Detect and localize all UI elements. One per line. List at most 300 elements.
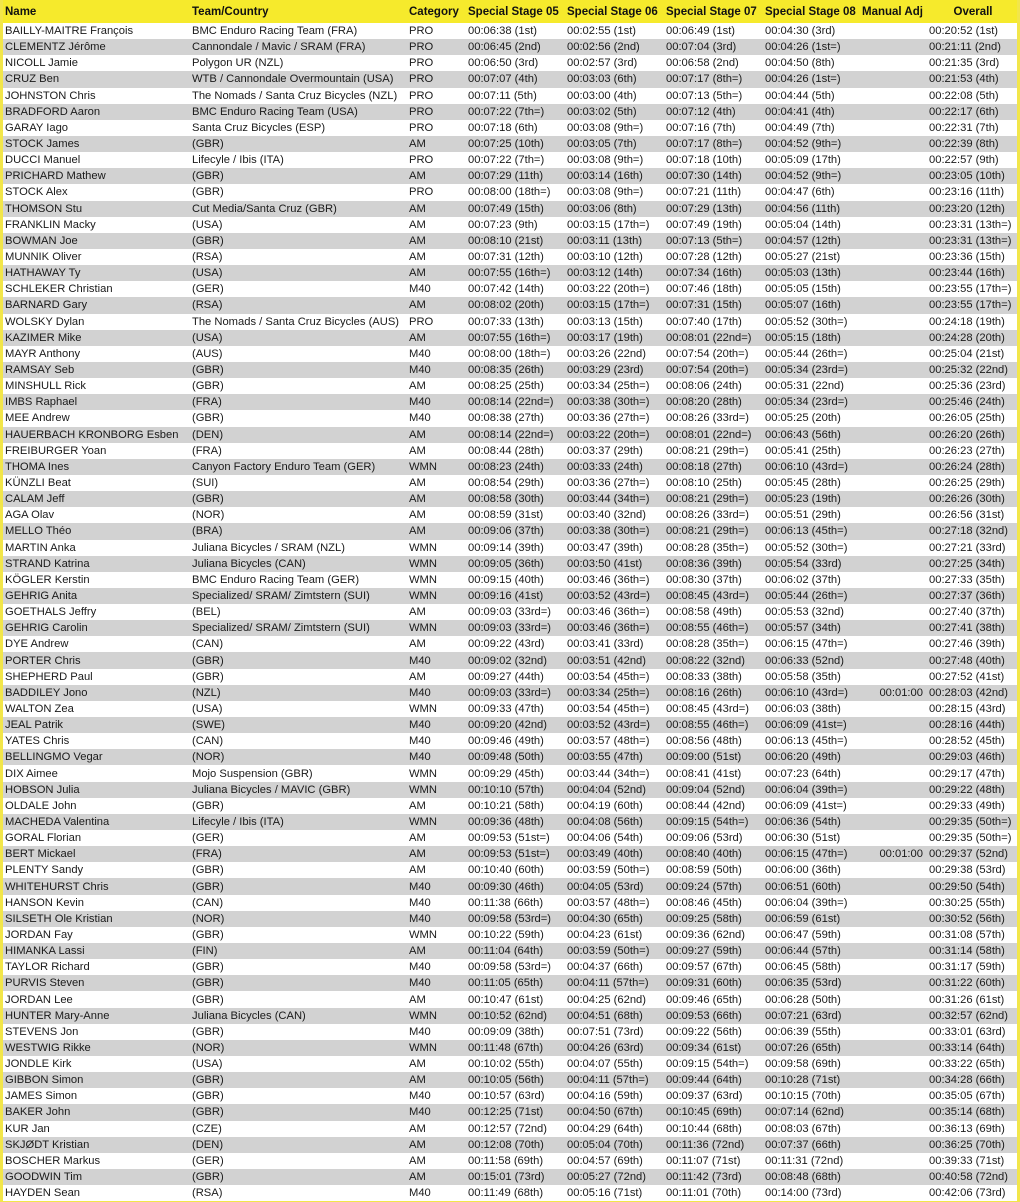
- stage-06-time: 00:03:22 (20th=): [567, 428, 650, 441]
- category: M40: [409, 735, 431, 748]
- overall-time: 00:26:56 (31st): [929, 509, 1005, 522]
- stage-06-time: 00:03:13 (15th): [567, 315, 643, 328]
- stage-07-time: 00:09:46 (65th): [666, 993, 742, 1006]
- stage-07-time: 00:08:58 (49th): [666, 606, 742, 619]
- table-row[interactable]: [3, 1121, 1017, 1137]
- table-row[interactable]: [3, 168, 1017, 184]
- stage-07-time: 00:08:44 (42nd): [666, 799, 745, 812]
- manual-adjustment: [860, 652, 927, 668]
- table-row[interactable]: [3, 1088, 1017, 1104]
- team-country: (GBR): [192, 977, 224, 990]
- manual-adjustment: [860, 975, 927, 991]
- rider-name: IMBS Raphael: [5, 396, 78, 409]
- stage-05-time: 00:09:36 (48th): [468, 815, 544, 828]
- category: PRO: [409, 57, 434, 70]
- table-row[interactable]: [3, 297, 1017, 313]
- stage-06-time: 00:02:55 (1st): [567, 25, 637, 38]
- stage-08-time: 00:06:10 (43rd=): [765, 460, 849, 473]
- category: M40: [409, 364, 431, 377]
- manual-adjustment: [860, 1088, 927, 1104]
- table-row[interactable]: [3, 362, 1017, 378]
- stage-05-time: 00:09:58 (53rd=): [468, 961, 552, 974]
- stage-07-time: 00:11:01 (70th): [666, 1187, 742, 1200]
- stage-07-time: 00:09:24 (57th): [666, 880, 742, 893]
- table-row[interactable]: [3, 201, 1017, 217]
- stage-06-time: 00:03:03 (6th): [567, 73, 637, 86]
- stage-05-time: 00:10:52 (62nd): [468, 1009, 547, 1022]
- team-country: (GBR): [192, 1171, 224, 1184]
- stage-07-time: 00:08:22 (32nd): [666, 654, 745, 667]
- stage-08-time: 00:04:52 (9th=): [765, 170, 842, 183]
- team-country: (GBR): [192, 412, 224, 425]
- overall-time: 00:21:53 (4th): [929, 73, 999, 86]
- stage-05-time: 00:09:05 (36th): [468, 557, 544, 570]
- manual-adjustment: [860, 1137, 927, 1153]
- team-country: (NOR): [192, 912, 225, 925]
- table-row[interactable]: [3, 427, 1017, 443]
- stage-08-time: 00:06:20 (49th): [765, 751, 841, 764]
- stage-08-time: 00:04:44 (5th): [765, 89, 835, 102]
- category: PRO: [409, 73, 434, 86]
- rider-name: NICOLL Jamie: [5, 57, 78, 70]
- stage-07-time: 00:08:01 (22nd=): [666, 331, 752, 344]
- table-row[interactable]: [3, 281, 1017, 297]
- stage-08-time: 00:05:03 (13th): [765, 267, 841, 280]
- manual-adjustment: [860, 265, 927, 281]
- rider-name: RAMSAY Seb: [5, 364, 75, 377]
- overall-time: 00:21:11 (2nd): [929, 41, 1001, 54]
- category: PRO: [409, 186, 434, 199]
- column-header-special-stage-07[interactable]: Special Stage 07: [666, 5, 757, 18]
- table-row[interactable]: [3, 652, 1017, 668]
- rider-name: SCHLEKER Christian: [5, 283, 113, 296]
- overall-time: 00:29:17 (47th): [929, 767, 1005, 780]
- table-row[interactable]: [3, 314, 1017, 330]
- table-row[interactable]: [3, 975, 1017, 991]
- table-row[interactable]: [3, 55, 1017, 71]
- rider-name: GOETHALS Jeffry: [5, 606, 97, 619]
- overall-time: 00:40:58 (72nd): [929, 1171, 1008, 1184]
- team-country: (GBR): [192, 670, 224, 683]
- stage-05-time: 00:07:31 (12th): [468, 251, 544, 264]
- overall-time: 00:29:38 (53rd): [929, 864, 1006, 877]
- rider-name: GEHRIG Carolin: [5, 622, 88, 635]
- stage-07-time: 00:07:49 (19th): [666, 218, 742, 231]
- team-country: (GBR): [192, 993, 224, 1006]
- overall-time: 00:22:31 (7th): [929, 121, 999, 134]
- overall-time: 00:24:28 (20th): [929, 331, 1005, 344]
- category: AM: [409, 1138, 426, 1151]
- stage-07-time: 00:07:29 (13th): [666, 202, 742, 215]
- table-row[interactable]: [3, 895, 1017, 911]
- overall-time: 00:31:26 (61st): [929, 993, 1005, 1006]
- manual-adjustment: [860, 814, 927, 830]
- stage-08-time: 00:14:00 (73rd): [765, 1187, 842, 1200]
- table-row[interactable]: [3, 733, 1017, 749]
- overall-time: 00:29:50 (54th): [929, 880, 1005, 893]
- table-row[interactable]: [3, 1185, 1017, 1201]
- table-row[interactable]: [3, 798, 1017, 814]
- table-row[interactable]: [3, 765, 1017, 781]
- stage-08-time: 00:06:43 (56th): [765, 428, 841, 441]
- column-header-special-stage-08[interactable]: Special Stage 08: [765, 5, 856, 18]
- table-row[interactable]: [3, 1169, 1017, 1185]
- team-country: (USA): [192, 331, 223, 344]
- table-row[interactable]: [3, 39, 1017, 55]
- manual-adjustment: [860, 88, 927, 104]
- table-row[interactable]: [3, 88, 1017, 104]
- manual-adjustment: [860, 733, 927, 749]
- table-row[interactable]: [3, 604, 1017, 620]
- manual-adjustment: [860, 39, 927, 55]
- manual-adjustment: [860, 330, 927, 346]
- manual-adjustment: [860, 507, 927, 523]
- stage-08-time: 00:04:52 (9th=): [765, 138, 842, 151]
- stage-08-time: 00:05:34 (23rd=): [765, 364, 849, 377]
- rider-name: THOMSON Stu: [5, 202, 83, 215]
- stage-08-time: 00:05:44 (26th=): [765, 589, 848, 602]
- team-country: (GBR): [192, 138, 224, 151]
- stage-07-time: 00:08:16 (26th): [666, 686, 742, 699]
- overall-time: 00:29:22 (48th): [929, 783, 1005, 796]
- table-row[interactable]: [3, 23, 1017, 39]
- table-row[interactable]: [3, 846, 1017, 862]
- category: AM: [409, 428, 426, 441]
- team-country: BMC Enduro Racing Team (FRA): [192, 25, 358, 38]
- rider-name: OLDALE John: [5, 799, 77, 812]
- table-row[interactable]: [3, 1104, 1017, 1120]
- table-row[interactable]: [3, 459, 1017, 475]
- stage-05-time: 00:09:03 (33rd=): [468, 686, 552, 699]
- category: AM: [409, 234, 426, 247]
- stage-06-time: 00:02:57 (3rd): [567, 57, 638, 70]
- column-header-overall[interactable]: Overall: [953, 5, 993, 18]
- column-header-special-stage-06[interactable]: Special Stage 06: [567, 5, 658, 18]
- team-country: Mojo Suspension (GBR): [192, 767, 313, 780]
- team-country: Cannondale / Mavic / SRAM (FRA): [192, 41, 366, 54]
- manual-adjustment: [860, 168, 927, 184]
- stage-07-time: 00:09:36 (62nd): [666, 928, 745, 941]
- table-row[interactable]: [3, 717, 1017, 733]
- overall-time: 00:28:16 (44th): [929, 719, 1005, 732]
- stage-05-time: 00:07:22 (7th=): [468, 154, 545, 167]
- stage-06-time: 00:03:02 (5th): [567, 105, 637, 118]
- stage-06-time: 00:04:37 (66th): [567, 961, 643, 974]
- stage-08-time: 00:06:28 (50th): [765, 993, 841, 1006]
- table-row[interactable]: [3, 669, 1017, 685]
- category: WMN: [409, 541, 437, 554]
- stage-05-time: 00:10:05 (56th): [468, 1074, 544, 1087]
- stage-06-time: 00:03:05 (7th): [567, 138, 637, 151]
- team-country: (GBR): [192, 186, 224, 199]
- stage-06-time: 00:04:51 (68th): [567, 1009, 643, 1022]
- table-row[interactable]: [3, 507, 1017, 523]
- stage-05-time: 00:09:53 (51st=): [468, 832, 550, 845]
- table-row[interactable]: [3, 491, 1017, 507]
- category: WMN: [409, 557, 437, 570]
- overall-time: 00:22:08 (5th): [929, 89, 999, 102]
- manual-adjustment: [860, 765, 927, 781]
- rider-name: STOCK Alex: [5, 186, 68, 199]
- table-row[interactable]: [3, 443, 1017, 459]
- overall-time: 00:31:22 (60th): [929, 977, 1005, 990]
- stage-05-time: 00:09:29 (45th): [468, 767, 544, 780]
- stage-06-time: 00:03:46 (36th=): [567, 622, 650, 635]
- overall-time: 00:27:21 (33rd): [929, 541, 1006, 554]
- overall-time: 00:27:52 (41st): [929, 670, 1005, 683]
- table-row[interactable]: [3, 749, 1017, 765]
- team-country: (BEL): [192, 606, 221, 619]
- category: PRO: [409, 41, 434, 54]
- overall-time: 00:27:41 (38th): [929, 622, 1005, 635]
- table-row[interactable]: [3, 911, 1017, 927]
- rider-name: BOSCHER Markus: [5, 1154, 101, 1167]
- stage-07-time: 00:07:40 (17th): [666, 315, 742, 328]
- manual-adjustment: 00:01:00: [879, 686, 923, 699]
- stage-08-time: 00:06:04 (39th=): [765, 896, 848, 909]
- category: AM: [409, 477, 426, 489]
- stage-05-time: 00:10:57 (63rd): [468, 1090, 545, 1103]
- table-row[interactable]: [3, 346, 1017, 362]
- stage-07-time: 00:09:31 (60th): [666, 977, 742, 990]
- table-row[interactable]: [3, 152, 1017, 168]
- stage-07-time: 00:06:58 (2nd): [666, 57, 739, 70]
- team-country: (FRA): [192, 444, 222, 457]
- stage-07-time: 00:10:44 (68th): [666, 1122, 742, 1135]
- stage-08-time: 00:05:53 (32nd): [765, 606, 844, 619]
- stage-05-time: 00:10:40 (60th): [468, 864, 544, 877]
- table-row[interactable]: [3, 814, 1017, 830]
- team-country: (FIN): [192, 945, 218, 958]
- category: PRO: [409, 121, 434, 134]
- table-row[interactable]: [3, 1024, 1017, 1040]
- stage-05-time: 00:08:10 (21st): [468, 234, 544, 247]
- manual-adjustment: [860, 443, 927, 459]
- table-row[interactable]: [3, 378, 1017, 394]
- category: M40: [409, 654, 431, 667]
- manual-adjustment: [860, 249, 927, 265]
- rider-name: MAYR Anthony: [5, 347, 81, 360]
- rider-name: GORAL Florian: [5, 832, 82, 845]
- table-row[interactable]: [3, 959, 1017, 975]
- header-row: [3, 0, 1017, 23]
- stage-06-time: 00:03:57 (48th=): [567, 896, 650, 909]
- category: WMN: [409, 1041, 437, 1054]
- table-row[interactable]: [3, 1056, 1017, 1072]
- stage-05-time: 00:12:25 (71st): [468, 1106, 544, 1119]
- table-row[interactable]: [3, 217, 1017, 233]
- rider-name: STEVENS Jon: [5, 1025, 79, 1038]
- table-row[interactable]: [3, 588, 1017, 604]
- category: AM: [409, 670, 426, 683]
- stage-08-time: 00:04:47 (6th): [765, 186, 835, 199]
- overall-time: 00:23:16 (11th): [929, 186, 1005, 199]
- stage-07-time: 00:11:42 (73rd): [666, 1171, 742, 1184]
- stage-05-time: 00:07:07 (4th): [468, 73, 538, 86]
- team-country: (GBR): [192, 1025, 224, 1038]
- team-country: (GBR): [192, 799, 224, 812]
- rider-name: CLEMENTZ Jérôme: [5, 41, 106, 54]
- table-row[interactable]: [3, 410, 1017, 426]
- column-header-special-stage-05[interactable]: Special Stage 05: [468, 5, 559, 18]
- stage-05-time: 00:09:14 (39th): [468, 541, 544, 554]
- rider-name: WOLSKY Dylan: [5, 315, 85, 328]
- stage-05-time: 00:10:02 (55th): [468, 1058, 544, 1071]
- stage-08-time: 00:07:14 (62nd): [765, 1106, 844, 1119]
- table-row[interactable]: [3, 523, 1017, 539]
- stage-05-time: 00:09:27 (44th): [468, 670, 544, 683]
- rider-name: WHITEHURST Chris: [5, 880, 109, 893]
- category: AM: [409, 380, 426, 393]
- table-row[interactable]: [3, 991, 1017, 1007]
- overall-time: 00:23:31 (13th=): [929, 234, 1012, 247]
- category: AM: [409, 799, 426, 812]
- table-row[interactable]: [3, 878, 1017, 894]
- rider-name: HATHAWAY Ty: [5, 267, 81, 280]
- category: M40: [409, 396, 431, 409]
- column-header-manual-adj[interactable]: Manual Adj: [862, 5, 923, 18]
- overall-time: 00:35:05 (67th): [929, 1090, 1005, 1103]
- team-country: (GBR): [192, 961, 224, 974]
- table-row[interactable]: [3, 1153, 1017, 1169]
- stage-05-time: 00:08:59 (31st): [468, 509, 544, 522]
- category: M40: [409, 751, 431, 764]
- stage-06-time: 00:03:44 (34th=): [567, 493, 650, 506]
- category: AM: [409, 493, 426, 506]
- table-row[interactable]: [3, 394, 1017, 410]
- stage-06-time: 00:04:19 (60th): [567, 799, 643, 812]
- table-row[interactable]: [3, 136, 1017, 152]
- table-row[interactable]: [3, 233, 1017, 249]
- category: M40: [409, 961, 431, 974]
- table-row[interactable]: [3, 104, 1017, 120]
- manual-adjustment: [860, 911, 927, 927]
- stage-08-time: 00:05:15 (18th): [765, 331, 841, 344]
- stage-07-time: 00:08:56 (48th): [666, 735, 742, 748]
- manual-adjustment: [860, 410, 927, 426]
- rider-name: HIMANKA Lassi: [5, 945, 85, 958]
- team-country: (GBR): [192, 864, 224, 877]
- stage-08-time: 00:06:59 (61st): [765, 912, 841, 925]
- stage-08-time: 00:04:57 (12th): [765, 234, 841, 247]
- stage-06-time: 00:04:05 (53rd): [567, 880, 644, 893]
- stage-05-time: 00:06:38 (1st): [468, 25, 538, 38]
- stage-07-time: 00:09:27 (59th): [666, 945, 742, 958]
- stage-08-time: 00:05:58 (35th): [765, 670, 841, 683]
- rider-name: KÜNZLI Beat: [5, 477, 71, 489]
- stage-07-time: 00:08:30 (37th): [666, 573, 742, 586]
- table-row[interactable]: [3, 943, 1017, 959]
- rider-name: DYE Andrew: [5, 638, 69, 651]
- stage-05-time: 00:11:49 (68th): [468, 1187, 544, 1200]
- stage-07-time: 00:11:36 (72nd): [666, 1138, 745, 1151]
- stage-08-time: 00:05:34 (23rd=): [765, 396, 849, 409]
- stage-06-time: 00:04:06 (54th): [567, 832, 643, 845]
- table-row[interactable]: [3, 862, 1017, 878]
- overall-time: 00:27:25 (34th): [929, 557, 1005, 570]
- category: AM: [409, 638, 426, 651]
- table-row[interactable]: [3, 249, 1017, 265]
- manual-adjustment: [860, 427, 927, 443]
- table-row[interactable]: [3, 1072, 1017, 1088]
- manual-adjustment: [860, 1153, 927, 1169]
- table-row[interactable]: [3, 556, 1017, 572]
- team-country: Specialized/ SRAM/ Zimtstern (SUI): [192, 589, 370, 602]
- stage-08-time: 00:06:09 (41st=): [765, 799, 847, 812]
- overall-time: 00:26:24 (28th): [929, 460, 1005, 473]
- overall-time: 00:23:44 (16th): [929, 267, 1005, 280]
- table-row[interactable]: [3, 782, 1017, 798]
- stage-05-time: 00:07:49 (15th): [468, 202, 544, 215]
- column-header-name[interactable]: Name: [5, 5, 37, 18]
- category: M40: [409, 912, 431, 925]
- stage-05-time: 00:09:33 (47th): [468, 702, 544, 715]
- manual-adjustment: [860, 669, 927, 685]
- column-header-team-country[interactable]: Team/Country: [192, 5, 269, 18]
- category: M40: [409, 880, 431, 893]
- table-row[interactable]: [3, 184, 1017, 200]
- stage-06-time: 00:03:34 (25th=): [567, 686, 650, 699]
- rider-name: JORDAN Lee: [5, 993, 73, 1006]
- category: WMN: [409, 783, 437, 796]
- table-row[interactable]: [3, 120, 1017, 136]
- table-row[interactable]: [3, 701, 1017, 717]
- overall-time: 00:25:46 (24th): [929, 396, 1005, 409]
- table-row[interactable]: [3, 71, 1017, 87]
- table-row[interactable]: [3, 620, 1017, 636]
- team-country: Juliana Bicycles (CAN): [192, 557, 306, 570]
- stage-08-time: 00:06:10 (43rd=): [765, 686, 849, 699]
- stage-07-time: 00:08:36 (39th): [666, 557, 742, 570]
- stage-06-time: 00:03:29 (23rd): [567, 364, 644, 377]
- rider-name: BAKER John: [5, 1106, 71, 1119]
- team-country: (GER): [192, 832, 224, 845]
- stage-08-time: 00:05:05 (15th): [765, 283, 841, 296]
- category: AM: [409, 525, 426, 538]
- rider-name: KUR Jan: [5, 1122, 50, 1135]
- stage-07-time: 00:07:16 (7th): [666, 121, 736, 134]
- table-row[interactable]: [3, 475, 1017, 491]
- table-row[interactable]: [3, 685, 1017, 701]
- table-row[interactable]: [3, 636, 1017, 652]
- table-row[interactable]: [3, 927, 1017, 943]
- team-country: BMC Enduro Racing Team (GER): [192, 573, 360, 586]
- stage-05-time: 00:09:20 (42nd): [468, 719, 547, 732]
- stage-08-time: 00:06:30 (51st): [765, 832, 841, 845]
- stage-07-time: 00:09:04 (52nd): [666, 783, 745, 796]
- rider-name: MINSHULL Rick: [5, 380, 87, 393]
- category: AM: [409, 832, 426, 845]
- stage-07-time: 00:08:28 (35th=): [666, 541, 749, 554]
- stage-06-time: 00:03:08 (9th=): [567, 121, 644, 134]
- overall-time: 00:26:26 (30th): [929, 493, 1005, 506]
- table-row[interactable]: [3, 265, 1017, 281]
- rider-name: MELLO Théo: [5, 525, 72, 538]
- table-row[interactable]: [3, 1008, 1017, 1024]
- table-row[interactable]: [3, 1040, 1017, 1056]
- table-row[interactable]: [3, 330, 1017, 346]
- table-row[interactable]: [3, 540, 1017, 556]
- stage-05-time: 00:08:14 (22nd=): [468, 396, 554, 409]
- table-row[interactable]: [3, 1137, 1017, 1153]
- rider-name: HOBSON Julia: [5, 783, 80, 796]
- column-header-category[interactable]: Category: [409, 5, 459, 18]
- stage-08-time: 00:06:13 (45th=): [765, 735, 848, 748]
- team-country: (GBR): [192, 493, 224, 506]
- table-row[interactable]: [3, 830, 1017, 846]
- table-row[interactable]: [3, 572, 1017, 588]
- rider-name: STRAND Katrina: [5, 557, 90, 570]
